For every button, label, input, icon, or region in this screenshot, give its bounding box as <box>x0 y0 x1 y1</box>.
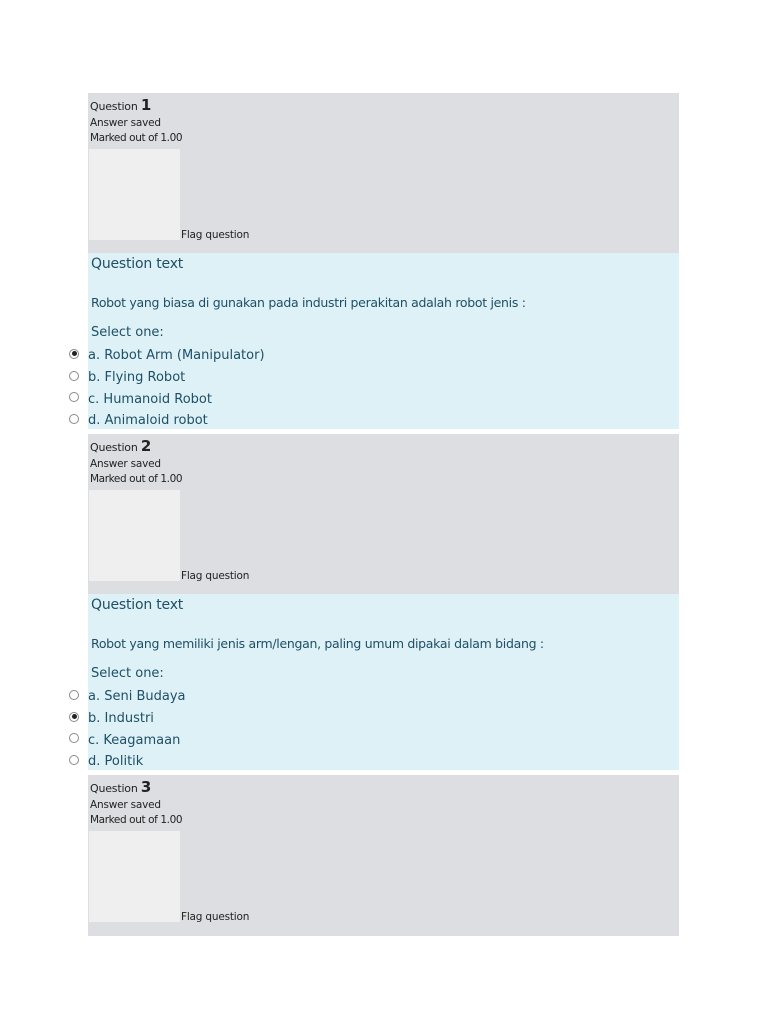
question-2-number: 2 <box>140 437 152 455</box>
question-2-text-heading: Question text <box>91 597 184 613</box>
answer-label[interactable]: c. Keagamaan <box>88 732 181 748</box>
question-2-state: Answer saved <box>90 458 161 470</box>
answer-label[interactable]: d. Animaloid robot <box>88 413 208 429</box>
answer-option[interactable] <box>64 345 464 367</box>
question-1-info <box>88 93 679 253</box>
question-1-content <box>88 253 679 429</box>
question-2-grade: Marked out of 1.00 <box>90 473 183 485</box>
question-2-flag-icon[interactable] <box>89 490 180 581</box>
radio-button-selected[interactable] <box>69 712 79 722</box>
question-3-grade: Marked out of 1.00 <box>90 814 183 826</box>
answer-label[interactable]: a. Seni Budaya <box>88 689 186 705</box>
answer-option[interactable] <box>64 751 464 773</box>
question-2-flag-question[interactable]: Flag question <box>181 570 250 582</box>
answer-option[interactable] <box>64 410 464 432</box>
question-3-flag-question[interactable]: Flag question <box>181 911 250 923</box>
question-3-title-prefix: Question <box>90 782 138 795</box>
question-3-number: 3 <box>140 778 152 796</box>
answer-label[interactable]: a. Robot Arm (Manipulator) <box>88 348 265 364</box>
question-2-content <box>88 594 679 770</box>
question-1-state: Answer saved <box>90 117 161 129</box>
radio-button-selected[interactable] <box>69 349 79 359</box>
answer-label[interactable]: b. Flying Robot <box>88 370 186 386</box>
question-1-grade: Marked out of 1.00 <box>90 132 183 144</box>
radio-button[interactable] <box>69 414 79 424</box>
question-2-title-prefix: Question <box>90 441 138 454</box>
question-3-title <box>90 778 151 796</box>
answer-label[interactable]: d. Politik <box>88 754 144 770</box>
answer-label[interactable]: b. Industri <box>88 711 154 727</box>
question-2-answers <box>64 686 464 773</box>
question-1-flag-question[interactable]: Flag question <box>181 229 250 241</box>
question-1-flag-icon[interactable] <box>89 149 180 240</box>
radio-button[interactable] <box>69 755 79 765</box>
answer-option[interactable] <box>64 388 464 410</box>
question-1-number: 1 <box>140 96 152 114</box>
question-3-state: Answer saved <box>90 799 161 811</box>
question-2-info <box>88 434 679 594</box>
radio-button[interactable] <box>69 690 79 700</box>
answer-option[interactable] <box>64 367 464 389</box>
question-1-answers <box>64 345 464 432</box>
radio-button[interactable] <box>69 392 79 402</box>
question-2-text: Robot yang memiliki jenis arm/lengan, paling umum dipakai dalam bidang : <box>91 636 544 651</box>
answer-option[interactable] <box>64 708 464 730</box>
question-1-text-heading: Question text <box>91 256 184 272</box>
question-1-text: Robot yang biasa di gunakan pada industri perakitan adalah robot jenis : <box>91 295 526 310</box>
question-2-title <box>90 437 151 455</box>
question-1-prompt: Select one: <box>91 325 164 340</box>
answer-option[interactable] <box>64 729 464 751</box>
radio-button[interactable] <box>69 371 79 381</box>
radio-button[interactable] <box>69 733 79 743</box>
question-2-prompt: Select one: <box>91 666 164 681</box>
answer-option[interactable] <box>64 686 464 708</box>
question-1-title <box>90 96 151 114</box>
question-1-title-prefix: Question <box>90 100 138 113</box>
question-3-flag-icon[interactable] <box>89 831 180 922</box>
answer-label[interactable]: c. Humanoid Robot <box>88 391 212 407</box>
question-3-info <box>88 775 679 936</box>
